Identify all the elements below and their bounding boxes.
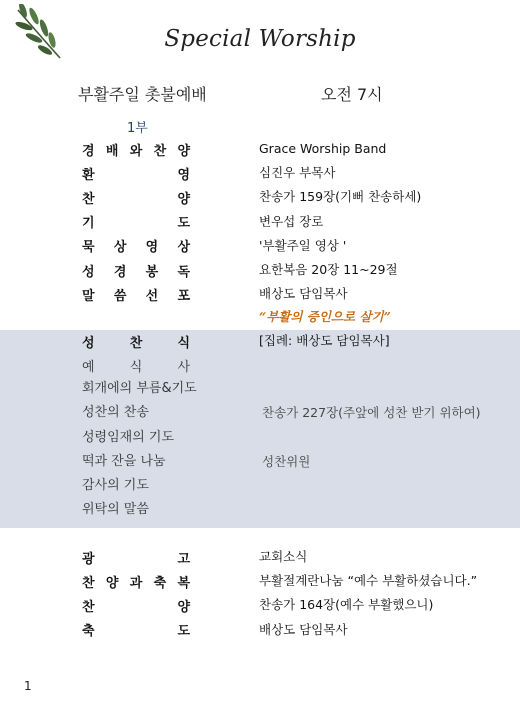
order-item-value: Grace Worship Band [259,141,387,156]
order-item [0,283,520,305]
service-time: 오전 7시 [321,85,383,104]
order-item-label: 말 씀 선 포 [82,288,190,304]
communion-value: [집례: 배상도 담임목사] [259,333,390,348]
order-item [0,259,520,281]
communion-item [0,499,520,521]
order-item [0,211,520,233]
closing-item [0,619,520,641]
closing-item-value: 부활절계란나눔 “예수 부활하셨습니다.” [259,573,478,589]
communion-item-label: 감사의 기도 [82,478,149,493]
communion-item-label: 예 식 사 [82,359,190,375]
closing-item [0,594,520,616]
order-item [0,138,520,160]
communion-item-label: 성찬의 찬송 [82,405,149,421]
order-item-label: 기 도 [82,216,190,232]
order-item-value: 변우섭 장로 [259,213,324,229]
communion-item-value: 찬송가 227장(주앞에 성찬 받기 위하여) [262,405,481,421]
order-item-label: 찬 양 [82,191,190,207]
communion-item [0,451,520,473]
closing-item-label: 광 고 [82,551,190,567]
order-item [0,235,520,257]
communion-label: 성 찬 식 [82,335,190,351]
order-item-label: 성 경 봉 독 [82,264,190,280]
communion-item [0,354,520,376]
sermon-title: “부활의 증인으로 살기” [259,309,391,324]
closing-item [0,570,520,592]
communion-item [0,427,520,449]
order-item-label: 환 영 [82,167,190,183]
order-item-value: 요한복음 20장 11~29절 [259,262,398,277]
closing-item-value: 배상도 담임목사 [259,621,348,637]
service-name: 부활주일 촛불예배 [78,85,207,104]
communion-item-label: 성령임재의 기도 [82,429,175,445]
order-item-value: 배상도 담임목사 [259,286,348,302]
communion-item-label: 위탁의 말씀 [82,502,149,518]
order-item-label: 묵 상 영 상 [82,240,190,256]
page-number: 1 [24,679,32,693]
sermon-title-row [0,306,520,328]
communion-item [0,378,520,400]
communion-item [0,402,520,424]
order-item-value: 심진우 부목사 [259,165,336,181]
order-item [0,162,520,184]
communion-item-label: 회개에의 부름&기도 [82,381,197,397]
order-item-label: 경 배 와 찬 양 [82,143,190,159]
order-item [0,186,520,208]
communion-item [0,475,520,497]
closing-item-label: 찬 양 과 축 복 [82,575,190,591]
closing-item [0,546,520,568]
closing-item-value: 교회소식 [259,549,308,564]
closing-item-value: 찬송가 164장(예수 부활했으니) [259,597,434,613]
page-title: Special Worship [164,26,356,52]
order-item-value: '부활주일 영상 ' [259,237,347,253]
closing-item-label: 축 도 [82,624,190,640]
communion-item-label: 떡과 잔을 나눔 [82,453,166,469]
order-item-value: 찬송가 159장(기뻐 찬송하세) [259,189,422,205]
communion-row [0,330,520,352]
closing-item-label: 찬 양 [82,599,190,615]
communion-item-value: 성찬위원 [262,453,311,469]
part-label: 1부 [127,121,148,136]
